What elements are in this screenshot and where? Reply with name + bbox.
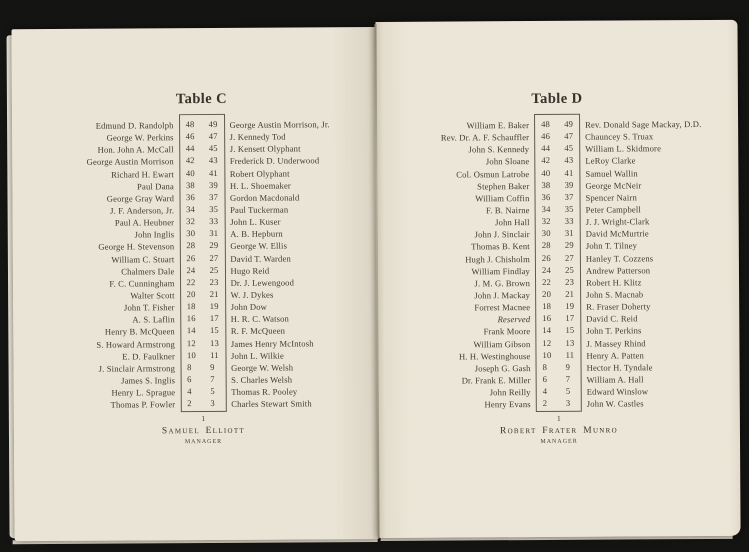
seat-number: 14 <box>186 325 196 336</box>
guest-name: John L. Wilkie <box>230 350 284 361</box>
seat-number: 10 <box>186 349 196 360</box>
guest-name: David McMurtrie <box>585 228 649 239</box>
table-c-seating-chart <box>24 113 382 414</box>
seat-number: 5 <box>565 385 571 396</box>
guest-name: John T. Perkins <box>586 325 642 337</box>
guest-name: S. Charles Welsh <box>231 374 293 385</box>
seat-number: 36 <box>185 191 195 202</box>
guest-name: Rev. Dr. A. F. Schauffler <box>440 132 530 143</box>
seat-number: 7 <box>210 373 215 384</box>
seat-number: 44 <box>541 143 551 154</box>
seat-number: 13 <box>565 337 575 348</box>
seat-number: 49 <box>564 118 574 129</box>
seat-number: 21 <box>565 288 575 299</box>
guest-name: Hector H. Tyndale <box>586 362 653 373</box>
guest-name: A. S. Laflin <box>132 314 175 325</box>
seat-number: 47 <box>208 131 218 142</box>
seat-number: 34 <box>186 204 196 215</box>
seat-number: 16 <box>186 313 196 324</box>
seat-number: 8 <box>187 361 192 372</box>
seat-number: 33 <box>564 215 574 226</box>
guest-name: William A. Hall <box>586 374 644 385</box>
guest-name: J. Sinclair Armstrong <box>98 363 176 374</box>
guest-name: S. Howard Armstrong <box>96 338 175 350</box>
guest-name: Hanley T. Cozzens <box>585 252 654 264</box>
seat-number: 32 <box>541 216 551 227</box>
seat-number: 37 <box>209 191 219 202</box>
seat-number: 25 <box>209 264 219 275</box>
guest-name: Paul Tuckerman <box>230 204 289 215</box>
guest-name: Samuel Wallin <box>585 167 638 179</box>
guest-name: John Reilly <box>489 387 531 398</box>
seat-number: 46 <box>185 131 195 142</box>
guest-name: William C. Stuart <box>111 253 175 265</box>
guest-name: John Dow <box>230 301 268 312</box>
seat-number: 19 <box>565 300 575 311</box>
seat-number: 6 <box>187 374 192 385</box>
seat-number: 26 <box>186 252 196 263</box>
table-c-right-guests <box>230 113 382 410</box>
seat-number: 31 <box>564 228 574 239</box>
guest-name: J. M. G. Brown <box>474 277 531 289</box>
guest-name: Col. Osmun Latrobe <box>456 168 530 180</box>
table-d-manager-role: MANAGER <box>540 439 578 446</box>
guest-name: John S. Macnab <box>586 289 644 300</box>
seat-number: 18 <box>542 301 552 312</box>
guest-name: William Coffin <box>475 192 530 204</box>
seat-number: 12 <box>186 337 196 348</box>
guest-name: Hon. John A. McCall <box>97 144 174 155</box>
table-d-left-guests <box>379 114 531 411</box>
table-d-table-outline <box>534 114 582 413</box>
seat-number: 32 <box>186 216 196 227</box>
seat-number: 25 <box>565 264 575 275</box>
seat-number: 11 <box>210 349 219 360</box>
seat-number: 4 <box>187 386 192 397</box>
guest-name: John Hall <box>495 217 530 228</box>
seat-number: 15 <box>565 325 575 336</box>
guest-name: H. H. Westinghouse <box>458 350 531 362</box>
seat-number: 27 <box>564 252 574 263</box>
seat-number: 48 <box>541 118 551 129</box>
guest-name: J. Kennedy Tod <box>229 131 286 143</box>
guest-name: H. R. C. Watson <box>230 313 290 325</box>
seat-number: 33 <box>209 216 219 227</box>
seat-number: 38 <box>541 179 551 190</box>
seat-number: 2 <box>187 398 192 409</box>
seat-number: 35 <box>209 203 219 214</box>
guest-name: J. Massey Rhind <box>586 337 646 349</box>
guest-name: Gordon Macdonald <box>229 192 300 203</box>
seat-number: 49 <box>208 118 218 130</box>
guest-name: Andrew Patterson <box>585 265 651 276</box>
table-d-manager-name: Robert Frater Munro <box>499 425 619 437</box>
guest-name: Thomas B. Kent <box>471 241 530 252</box>
seat-number: 24 <box>541 264 551 275</box>
table-d-head-seat: 1 <box>556 414 561 424</box>
seat-number: 22 <box>186 276 196 287</box>
guest-name: John T. Tilney <box>585 240 638 252</box>
table-d-right-guests <box>585 113 737 410</box>
guest-name: Walter Scott <box>130 290 175 301</box>
seat-number: 28 <box>186 240 196 251</box>
guest-name: Richard H. Ewart <box>111 168 174 180</box>
guest-name: J. J. Wright-Clark <box>585 216 650 227</box>
seat-number: 13 <box>209 337 219 348</box>
seat-number: 40 <box>185 167 195 178</box>
guest-name: Peter Campbell <box>585 204 641 215</box>
table-d-section <box>376 90 740 448</box>
guest-name: R. Fraser Doherty <box>586 301 651 312</box>
seat-number: 40 <box>541 167 551 178</box>
seat-number: 16 <box>542 313 552 324</box>
guest-name: John W. Castles <box>586 398 644 409</box>
seat-number: 30 <box>541 228 551 239</box>
guest-name: George W. Ellis <box>230 240 288 252</box>
seat-number: 2 <box>542 398 548 409</box>
guest-name: Chauncey S. Truax <box>585 131 654 142</box>
guest-name: John Sloane <box>485 156 530 167</box>
guest-name: Edmund D. Randolph <box>95 120 174 131</box>
guest-name: William Findlay <box>471 265 531 277</box>
table-d-seating-chart <box>379 113 737 414</box>
seat-number: 43 <box>564 155 574 166</box>
guest-name: George Austin Morrison, Jr. <box>229 119 330 130</box>
seat-number: 44 <box>185 143 195 154</box>
table-c-manager-role: MANAGER <box>184 439 223 446</box>
seat-number: 48 <box>185 119 195 130</box>
guest-name: Spencer Nairn <box>585 192 637 203</box>
guest-name: A. B. Hepburn <box>230 228 283 240</box>
guest-name: George Austin Morrison <box>86 156 174 168</box>
seat-number: 27 <box>209 252 219 263</box>
seat-number: 17 <box>565 313 575 324</box>
guest-name: John L. Kuser <box>230 216 281 228</box>
guest-name: Robert Olyphant <box>229 168 290 179</box>
guest-name: Henry A. Patten <box>586 350 644 361</box>
seat-number: 9 <box>565 361 571 372</box>
guest-name: James Henry McIntosh <box>230 337 314 349</box>
guest-name: F. B. Nairne <box>485 205 530 216</box>
guest-name: R. F. McQueen <box>230 325 286 337</box>
seat-number: 45 <box>564 143 574 154</box>
seat-number: 41 <box>208 167 218 178</box>
guest-name: John S. Kennedy <box>468 144 530 155</box>
seat-number: 37 <box>564 191 574 202</box>
guest-name: George W. Perkins <box>106 132 174 143</box>
guest-name: John J. Sinclair <box>474 229 530 240</box>
seat-number: 38 <box>185 179 195 190</box>
seat-number: 39 <box>209 179 218 190</box>
guest-name: Henry L. Sprague <box>111 387 176 398</box>
guest-name: Stephen Baker <box>477 180 530 192</box>
guest-name: James S. Inglis <box>121 375 176 386</box>
table-c-head-seat: 1 <box>201 414 206 424</box>
guest-name: John Inglis <box>134 229 175 240</box>
seat-number: 4 <box>542 386 548 397</box>
seat-number: 8 <box>542 361 548 372</box>
seat-number: 46 <box>541 131 551 142</box>
table-d-odd-seats <box>564 118 575 409</box>
table-d-even-seats <box>541 118 552 409</box>
seat-number: 34 <box>541 203 551 214</box>
seat-number: 29 <box>564 240 574 251</box>
seat-number: 39 <box>564 179 574 190</box>
guest-name: Frederick D. Underwood <box>229 155 320 167</box>
seat-number: 9 <box>210 361 215 372</box>
guest-name: Forrest Macnee <box>474 302 531 313</box>
table-c-odd-seats <box>209 118 220 409</box>
guest-name: Thomas R. Pooley <box>231 386 298 397</box>
seat-number: 7 <box>565 373 571 384</box>
seat-number: 36 <box>541 191 551 202</box>
seat-number: 42 <box>541 155 551 166</box>
guest-name: Rev. Donald Sage Mackay, D.D. <box>585 119 702 130</box>
guest-name: Hugh J. Chisholm <box>465 253 530 264</box>
seat-number: 18 <box>186 301 196 312</box>
seat-number: 12 <box>542 337 552 348</box>
guest-name: J. F. Anderson, Jr. <box>110 205 175 216</box>
guest-name: J. Kensett Olyphant <box>229 143 301 155</box>
table-c-even-seats <box>186 118 197 409</box>
guest-name: John T. Fisher <box>123 302 175 313</box>
guest-name: W. J. Dykes <box>230 289 274 300</box>
guest-name: Edward Winslow <box>586 386 649 397</box>
table-c-section <box>20 90 385 448</box>
guest-name: Paul A. Heubner <box>114 217 175 228</box>
seat-number: 42 <box>185 155 195 166</box>
table-c-table-outline <box>179 114 227 413</box>
seat-number: 29 <box>209 240 219 251</box>
table-c-left-guests <box>24 114 176 411</box>
seat-number: 15 <box>209 325 219 336</box>
seat-number: 30 <box>186 228 196 239</box>
guest-name: E. D. Faulkner <box>122 350 176 362</box>
seat-number: 23 <box>209 276 219 287</box>
guest-name: H. L. Shoemaker <box>229 180 291 191</box>
guest-name: Reserved <box>497 314 531 325</box>
guest-name: William E. Baker <box>466 120 530 131</box>
guest-name: David T. Warden <box>230 253 291 264</box>
seat-number: 14 <box>542 325 552 336</box>
seat-number: 10 <box>542 349 552 360</box>
seat-number: 20 <box>542 288 552 299</box>
seat-number: 11 <box>565 349 575 360</box>
seat-number: 20 <box>186 289 196 300</box>
guest-name: George H. Stevenson <box>98 241 175 253</box>
guest-name: Chalmers Dale <box>121 265 175 277</box>
guest-name: LeRoy Clarke <box>585 155 636 167</box>
seat-number: 17 <box>209 313 219 324</box>
seat-number: 47 <box>564 130 574 141</box>
seat-number: 3 <box>210 398 215 409</box>
seat-number: 24 <box>186 264 196 275</box>
guest-name: F. C. Cunningham <box>109 278 175 289</box>
guest-name: George Gray Ward <box>106 193 175 204</box>
guest-name: Paul Dana <box>137 180 174 192</box>
seat-number: 28 <box>541 240 551 251</box>
seat-number: 26 <box>541 252 551 263</box>
seat-number: 23 <box>565 276 575 287</box>
seat-number: 6 <box>542 373 548 384</box>
guest-name: Robert H. Klitz <box>586 277 642 288</box>
guest-name: Charles Stewart Smith <box>231 398 312 410</box>
guest-name: Dr. Frank E. Miller <box>461 375 531 386</box>
seat-number: 19 <box>209 301 219 312</box>
guest-name: George McNeir <box>585 180 642 191</box>
guest-name: Henry B. McQueen <box>104 326 175 338</box>
guest-name: David C. Reid <box>586 313 638 324</box>
seat-number: 31 <box>209 228 219 239</box>
guest-name: William L. Skidmore <box>585 143 662 154</box>
seat-number: 45 <box>208 143 218 154</box>
seat-number: 21 <box>209 288 219 299</box>
guest-name: Thomas P. Fowler <box>110 399 176 410</box>
seat-number: 43 <box>208 155 218 166</box>
seat-number: 5 <box>210 386 215 397</box>
guest-name: John J. Mackay <box>474 290 531 301</box>
guest-name: George W. Welsh <box>231 362 294 373</box>
table-c-title: Table C <box>175 90 227 108</box>
table-c-manager-name: Samuel Elliott <box>161 426 245 437</box>
guest-name: Joseph G. Gash <box>474 362 531 374</box>
guest-name: Frank Moore <box>483 326 531 337</box>
seat-number: 3 <box>565 398 571 409</box>
seat-number: 22 <box>542 276 551 287</box>
seat-number: 35 <box>564 203 574 214</box>
seat-number: 41 <box>564 167 574 178</box>
guest-name: William Gibson <box>473 338 531 349</box>
guest-name: Hugo Reid <box>230 265 270 276</box>
table-d-title: Table D <box>531 90 583 108</box>
guest-name: Dr. J. Lewengood <box>230 277 295 288</box>
guest-name: Henry Evans <box>484 399 531 410</box>
